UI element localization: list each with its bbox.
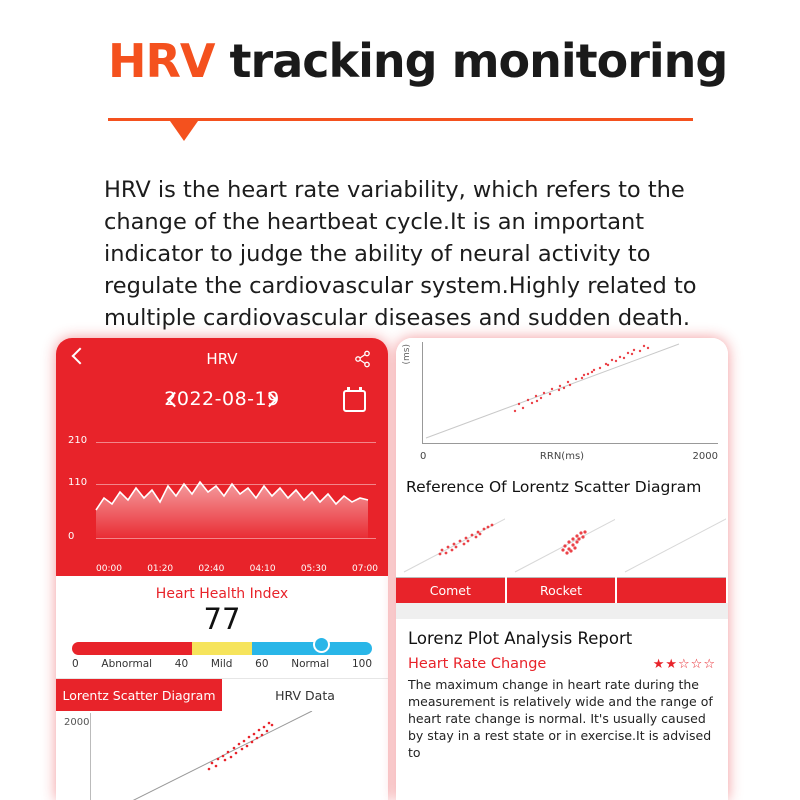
health-scale	[72, 642, 372, 655]
date-selector[interactable]	[56, 384, 388, 426]
reference-scatter-points	[424, 342, 714, 440]
page-title	[108, 34, 727, 88]
app-title: HRV	[206, 350, 238, 368]
chart-y-label-0: 0	[68, 531, 75, 542]
app-navbar	[56, 338, 388, 384]
reference-caption: Reference Of Lorentz Scatter Diagram	[406, 478, 702, 496]
divider-triangle-icon	[170, 121, 198, 141]
x-label-2: 02:40	[198, 564, 225, 574]
thumbnail-next[interactable]	[617, 506, 728, 578]
scale-label-100: 100	[351, 658, 372, 670]
heart-health-index-panel	[56, 576, 388, 642]
report-section-body: The maximum change in heart rate during the measurement is relatively wide and the range of heart rate change is normal. It's usually caused by stay in a rest state or in exercise.It is advised to	[408, 677, 713, 760]
scale-label-mild: Mild	[210, 658, 233, 670]
reference-thumbnail-labels	[396, 578, 728, 603]
scatter-y-axis	[90, 713, 91, 800]
report-title: Lorenz Plot Analysis Report	[408, 629, 633, 648]
left-phone-tabs	[56, 678, 388, 711]
scale-segment-mild	[192, 642, 252, 655]
left-phone-screenshot	[56, 338, 388, 800]
heart-health-index-value: 77	[203, 602, 241, 636]
tab-hrv-data[interactable]: HRV Data	[275, 688, 335, 703]
hrv-line-path	[84, 426, 384, 544]
comet-scatter-icon	[396, 506, 507, 578]
thumbnail-label-rocket[interactable]: Rocket	[507, 578, 618, 603]
scale-label-40: 40	[174, 658, 189, 670]
page-title-rest: tracking monitoring	[214, 34, 728, 88]
thumbnail-rocket[interactable]	[507, 506, 618, 578]
reference-chart-y-label: (ms)	[402, 344, 412, 365]
section-divider	[396, 603, 728, 619]
lorentz-scatter-preview	[56, 711, 388, 800]
health-scale-labels	[72, 658, 372, 670]
reference-chart-x-label: RRN(ms)	[539, 451, 585, 462]
thumbnail-label-comet[interactable]: Comet	[396, 578, 507, 603]
x-label-5: 07:00	[352, 564, 378, 574]
scatter-points	[92, 711, 322, 800]
x-label-3: 04:10	[249, 564, 276, 574]
thumbnail-comet[interactable]	[396, 506, 507, 578]
tab-lorentz-scatter-diagram[interactable]: Lorentz Scatter Diagram	[56, 679, 222, 711]
chart-y-label-110: 110	[68, 477, 88, 488]
calendar-icon[interactable]	[343, 390, 366, 412]
right-phone-screenshot	[396, 338, 728, 800]
report-rating-stars: ★★☆☆☆	[652, 656, 716, 672]
x-label-1: 01:20	[147, 564, 174, 574]
scatter-y-max-label: 2000	[64, 717, 90, 728]
rocket-scatter-icon	[507, 506, 618, 578]
next-scatter-icon	[617, 506, 728, 578]
report-section-title: Heart Rate Change	[408, 656, 547, 672]
selected-date[interactable]: 2022-08-19	[164, 388, 280, 410]
scale-label-abnormal: Abnormal	[101, 658, 153, 670]
hrv-line-chart	[62, 426, 382, 574]
reference-chart-x-min: 0	[420, 451, 427, 462]
scale-label-0: 0	[72, 658, 79, 670]
page-title-accent: HRV	[108, 34, 215, 88]
x-label-0: 00:00	[96, 564, 122, 574]
reference-chart-x-max: 2000	[692, 451, 718, 462]
chart-y-label-210: 210	[68, 435, 88, 446]
left-phone-header-area	[56, 338, 388, 576]
scale-segment-abnormal	[72, 642, 192, 655]
chart-x-axis	[96, 564, 378, 574]
scale-label-60: 60	[255, 658, 269, 670]
report-section-header	[396, 652, 728, 674]
heart-health-index-title: Heart Health Index	[155, 586, 289, 602]
reference-scatter-chart	[396, 338, 728, 470]
divider	[108, 118, 693, 146]
intro-paragraph: HRV is the heart rate variability, which refers to the change of the heartbeat cycle.It is an important indicator to judge the ability of neural activity to regulate the cardiovascular system.Highly related to multiple cardiovascular diseases and sudden death.	[104, 177, 697, 331]
x-label-4: 05:30	[300, 564, 327, 574]
scale-label-normal: Normal	[291, 658, 330, 670]
reference-thumbnails	[396, 506, 728, 578]
thumbnail-label-next[interactable]	[617, 578, 728, 603]
scale-marker	[313, 636, 330, 653]
share-icon[interactable]	[354, 350, 372, 368]
scale-segment-normal	[252, 642, 372, 655]
